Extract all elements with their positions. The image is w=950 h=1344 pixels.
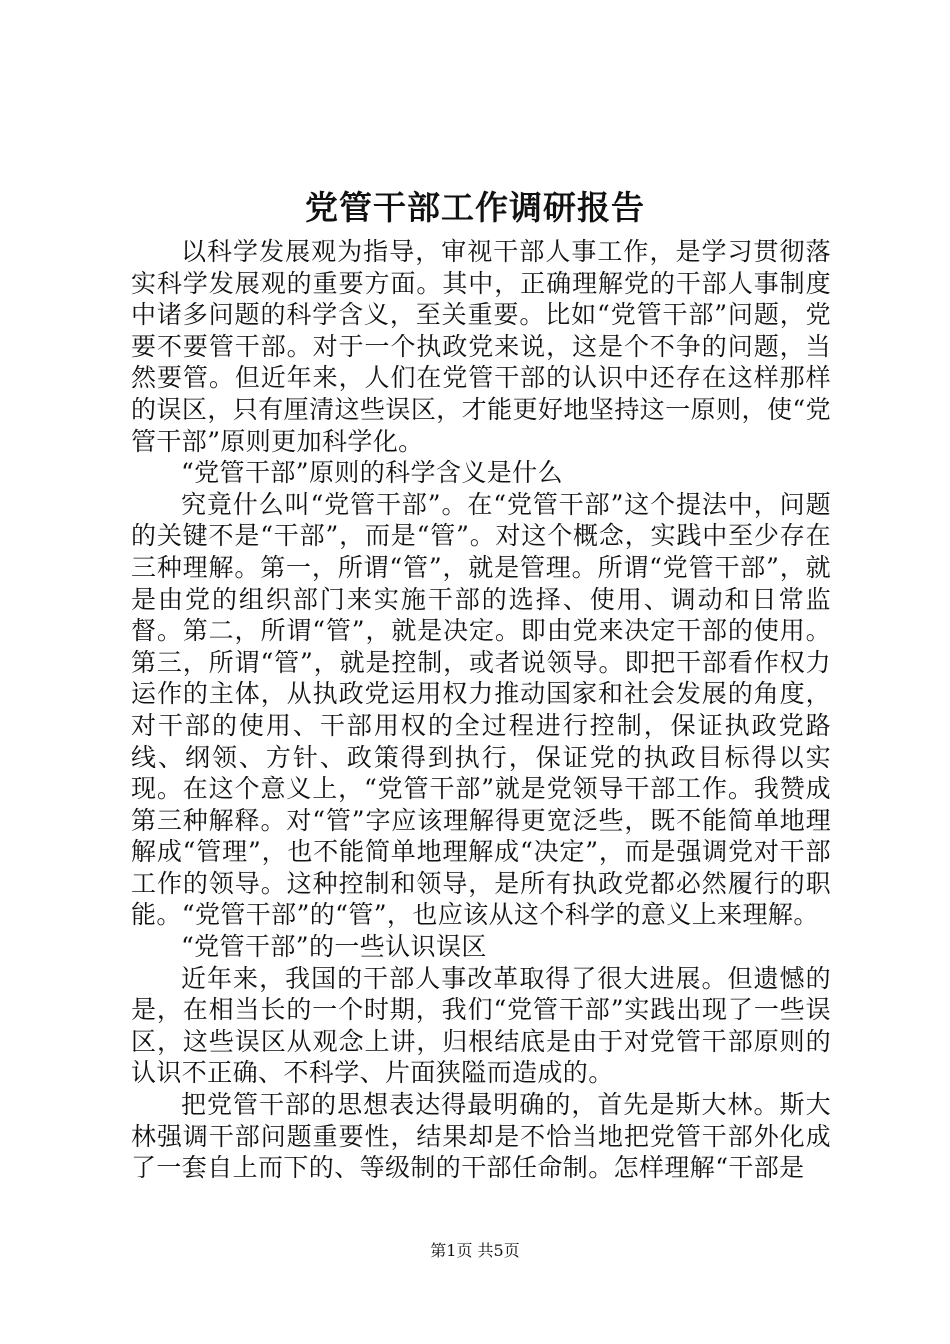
paragraph-stalin: 把党管干部的思想表达得最明确的，首先是斯大林。斯大林强调干部问题重要性，结果却是不恰当地把党管干部外化成了一套自上而下的、等级制的干部任命制。怎样理解“干部是	[131, 1090, 831, 1183]
section-heading-misconceptions: “党管干部”的一些认识误区	[181, 932, 487, 962]
paragraph-misconceptions: 近年来，我国的干部人事改革取得了很大进展。但遗憾的是，在相当长的一个时期，我们“党管干部”实践出现了一些误区，这些误区从观念上讲，归根结底是由于对党管干部原则的认识不正确、不科学、片面狭隘而造成的。	[131, 963, 831, 1088]
page-number: 第1页 共5页	[430, 1241, 520, 1260]
document-title: 党管干部工作调研报告	[305, 188, 645, 227]
paragraph-meaning: 究竟什么叫“党管干部”。在“党管干部”这个提法中，问题的关键不是“干部”，而是“管”。对这个概念，实践中至少存在三种理解。第一，所谓“管”，就是管理。所谓“党管干部”，就是由党的组织部门来实施干部的选择、使用、调动和日常监督。第二，所谓“管”，就是决定。即由党来决定干部的使用。第三，所谓“管”，就是控制，或者说领导。即把干部看作权力运作的主体，从执政党运用权力推动国家和社会发展的角度，对干部的使用、干部用权的全过程进行控制，保证执政党路线、纲领、方针、政策得到执行，保证党的执政目标得以实现。在这个意义上，“党管干部”就是党领导干部工作。我赞成第三种解释。对“管”字应该理解得更宽泛些，既不能简单地理解成“管理”，也不能简单地理解成“决定”，而是强调党对干部工作的领导。这种控制和领导，是所有执政党都必然履行的职能。“党管干部”的“管”，也应该从这个科学的意义上来理解。	[131, 489, 831, 930]
paragraph-intro: 以科学发展观为指导，审视干部人事工作，是学习贯彻落实科学发展观的重要方面。其中，正确理解党的干部人事制度中诸多问题的科学含义，至关重要。比如“党管干部”问题，党要不要管干部。对于一个执政党来说，这是个不争的问题，当然要管。但近年来，人们在党管干部的认识中还存在这样那样的误区，只有厘清这些误区，才能更好地坚持这一原则，使“党管干部”原则更加科学化。	[131, 237, 831, 456]
document-body	[131, 236, 831, 1184]
section-heading-meaning: “党管干部”原则的科学含义是什么	[181, 458, 563, 488]
